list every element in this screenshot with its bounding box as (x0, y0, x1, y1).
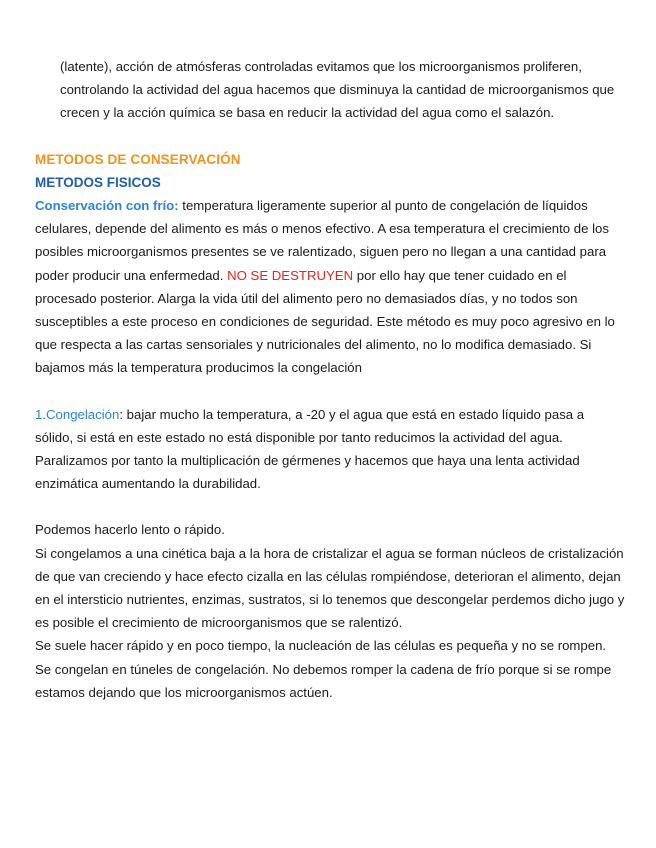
document-page (35, 55, 625, 704)
congelacion-text: : bajar mucho la temperatura, a -20 y el agua que está en estado líquido pasa a sólido, si está en este estado no está disponible por tanto reducimos la actividad del agua. Paralizamos por tanto la multiplicación de gérmenes y hacemos que haya una lenta actividad enzimática aumentando la durabilidad. (35, 406, 585, 492)
frio-text-b: por ello hay que tener cuidado en el procesado posterior. Alarga la vida útil del alimento pero no demasiados días, y no todos son susceptibles a este proceso en condiciones de seguridad. Este método es muy poco agresivo en lo que respecta a las cartas sensoriales y nutricionales del alimento, no lo modifica demasiado. Si bajamos más la temperatura producimos la congelación (35, 267, 615, 376)
spacer (35, 380, 625, 403)
frio-highlight: NO SE DESTRUYEN (227, 267, 354, 283)
paragraph-1: Podemos hacerlo lento o rápido. (35, 522, 225, 538)
spacer (35, 495, 625, 518)
frio-paragraph (35, 194, 625, 380)
paragraph-2: Si congelamos a una cinética baja a la hora de cristalizar el agua se forman núcleos de cristalización de que van creciendo y hace efecto cizalla en las células rompiéndose, deterioran el alimento, dejan en el intersticio nutrientes, enzimas, sustratos, si lo tenemos que descongelar perdemos dicho jugo y es posible el crecimiento de microorganismos que se ralentizó. (35, 545, 625, 631)
congelacion-term: 1.Congelación (35, 406, 120, 422)
spacer (35, 125, 625, 148)
intro-paragraph: (latente), acción de atmósferas controladas evitamos que los microorganismos proliferen, controlando la actividad del agua hacemos que disminuya la cantidad de microorganismos que crecen y la acción química se basa en reducir la actividad del agua como el salazón. (60, 59, 615, 121)
paragraph-3: Se suele hacer rápido y en poco tiempo, la nucleación de las células es pequeña y no se rompen. Se congelan en túneles de congelación. No debemos romper la cadena de frío porque si se rompe estamos dejando que los microorganismos actúen. (35, 638, 612, 700)
sub-title: METODOS FISICOS (35, 174, 161, 190)
section-title: METODOS DE CONSERVACIÓN (35, 151, 241, 167)
frio-text-a: temperatura ligeramente superior al punto de congelación de líquidos celulares, depende del alimento es más o menos efectivo. A esa temperatura el crecimiento de los posibles microorganismos presentes se ve ralentizado, siguen pero no llegan a una cantidad para poder producir una enfermedad. (35, 198, 609, 283)
congelacion-paragraph (35, 403, 625, 496)
frio-term: Conservación con frío: (35, 198, 179, 214)
